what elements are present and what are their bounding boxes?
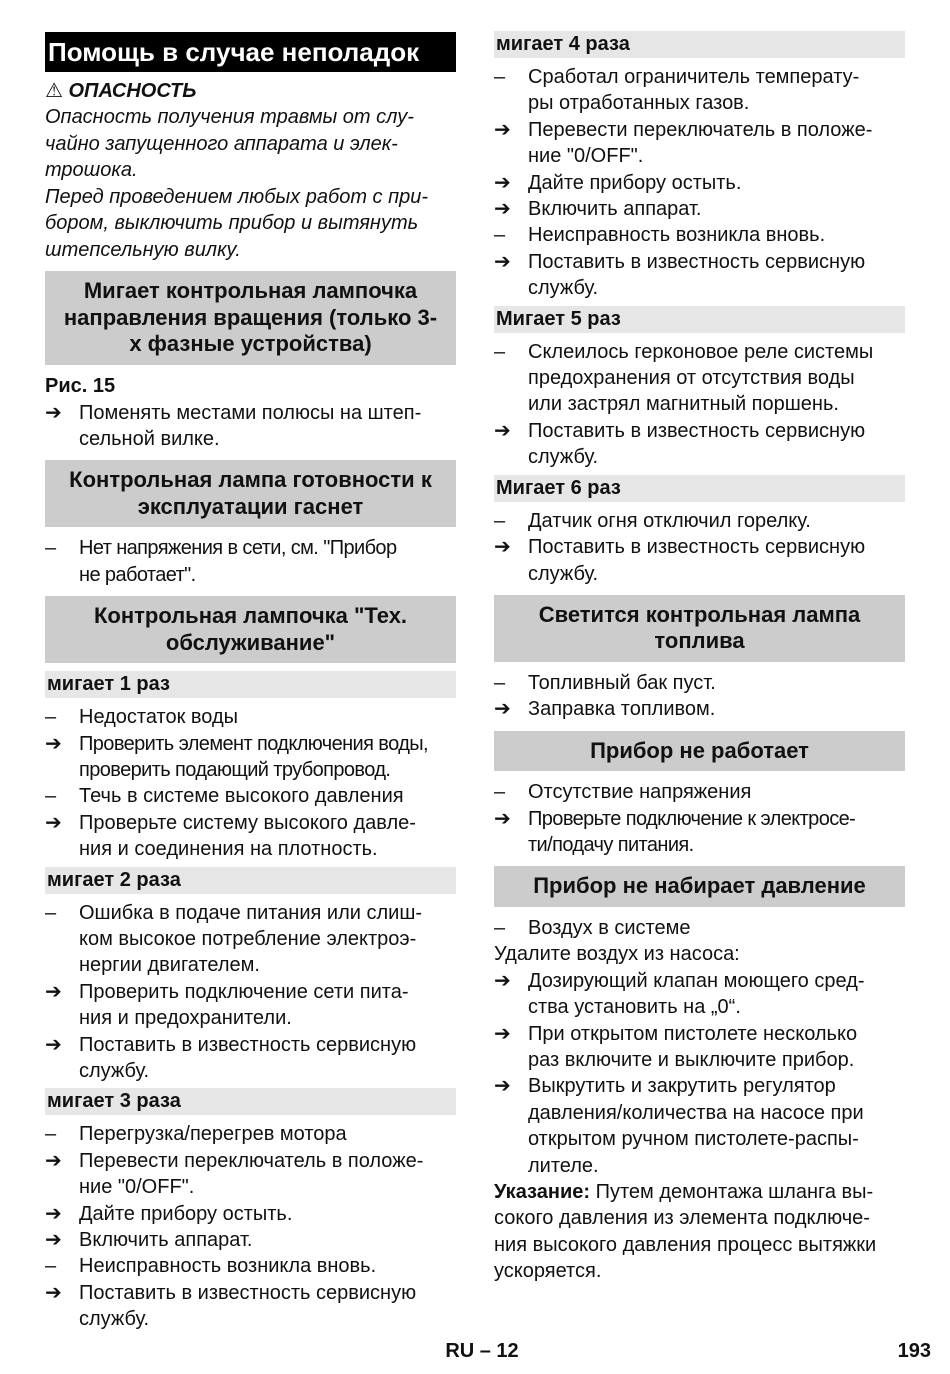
list-item — [494, 696, 905, 722]
list-item-text: Дозирующий клапан моющего сред- ства установить на „0“. — [528, 969, 865, 1019]
fuel-items — [494, 670, 905, 723]
list-item-text: Датчик огня отключил горелку. — [528, 509, 811, 532]
list-item-text: Неисправность возникла вновь. — [528, 224, 826, 247]
dash-marker: – — [494, 509, 506, 532]
page-number: 193 — [897, 1340, 931, 1362]
list-item-text: Включить аппарат. — [79, 1229, 253, 1252]
right-column — [494, 31, 905, 1285]
arrow-right-icon: ➔ — [45, 732, 62, 755]
list-item-text: Поставить в известность сервисную службу. — [528, 536, 866, 585]
subsection-blink-6: Мигает 6 раз — [494, 475, 905, 502]
list-item-text: Течь в системе высокого давления — [79, 785, 404, 808]
note-label: Указание: — [494, 1181, 591, 1203]
arrow-right-icon: ➔ — [494, 1022, 511, 1045]
arrow-right-icon: ➔ — [494, 807, 511, 830]
arrow-right-icon: ➔ — [45, 1229, 62, 1252]
list-item — [494, 915, 905, 941]
rotation-items — [45, 400, 456, 453]
list-item — [45, 900, 456, 979]
figure-reference: Рис. 15 — [45, 374, 116, 397]
list-item-text: Нет напряжения в сети, см. "Прибор не работает". — [79, 537, 397, 586]
list-item-text: Поставить в известность сервисную службу. — [528, 250, 866, 300]
subsection-blink-3: мигает 3 раза — [45, 1088, 456, 1115]
list-item — [45, 1201, 456, 1227]
list-item — [494, 222, 905, 248]
list-item-text: Недостаток воды — [79, 706, 239, 729]
blink3-items — [45, 1121, 456, 1332]
no-pressure-steps — [494, 968, 905, 1179]
list-item — [494, 508, 905, 534]
list-item — [45, 1227, 456, 1253]
list-item-text: Сработал ограничитель температу- ры отработанных газов. — [528, 66, 860, 115]
section-not-working: Прибор не работает — [494, 731, 905, 772]
dash-marker: – — [494, 671, 506, 694]
ready-items — [45, 535, 456, 588]
list-item-text: Поставить в известность сервисную службу. — [79, 1033, 417, 1082]
list-item — [494, 670, 905, 696]
list-item — [494, 170, 905, 196]
dash-marker: – — [45, 537, 57, 560]
list-item — [494, 117, 905, 170]
subsection-blink-1: мигает 1 раз — [45, 671, 456, 698]
list-item — [45, 979, 456, 1032]
danger-heading — [45, 78, 456, 104]
list-item-text: Включить аппарат. — [528, 198, 702, 221]
list-item-text: Перевести переключатель в положе- ние "0/OFF". — [528, 118, 873, 168]
dash-marker: – — [494, 781, 506, 804]
arrow-right-icon: ➔ — [45, 401, 62, 424]
dash-marker: – — [494, 66, 506, 88]
list-item — [494, 534, 905, 587]
list-item — [45, 810, 456, 863]
arrow-right-icon: ➔ — [45, 1033, 62, 1056]
arrow-right-icon: ➔ — [494, 171, 511, 194]
list-item-text: Проверить элемент подключения воды, проверить подающий трубопровод. — [79, 732, 428, 781]
dash-marker: – — [45, 1123, 57, 1146]
list-item-text: Поменять местами полюсы на штеп- сельной вилке. — [79, 401, 422, 450]
note-paragraph — [494, 1179, 905, 1285]
dash-marker: – — [45, 706, 57, 729]
list-item — [494, 806, 905, 859]
list-item — [494, 249, 905, 302]
list-item-text: Проверить подключение сети пита- ния и предохранители. — [79, 980, 409, 1030]
dash-marker: – — [45, 1255, 57, 1278]
list-item — [45, 1121, 456, 1147]
arrow-right-icon: ➔ — [494, 698, 511, 721]
list-item — [45, 400, 456, 453]
danger-text: Опасность получения травмы от слу- чайно запущенного аппарата и элек- трошока. Перед проведением любых работ с при- бором, выключить прибор и вытянуть штепсельную вилку. — [45, 106, 429, 261]
arrow-right-icon: ➔ — [494, 969, 511, 992]
arrow-right-icon: ➔ — [494, 250, 511, 273]
list-item-text: Склеилось герконовое реле системы предохранения от отсутствия воды или застрял магнитный поршень. — [528, 340, 874, 416]
dash-marker: – — [494, 340, 506, 363]
subsection-blink-5: Мигает 5 раз — [494, 306, 905, 333]
list-item-text: Дайте прибору остыть. — [79, 1202, 293, 1225]
list-item-text: Перегрузка/перегрев мотора — [79, 1123, 347, 1146]
arrow-right-icon: ➔ — [494, 419, 511, 442]
warning-icon: ⚠ — [45, 80, 63, 102]
list-item — [494, 196, 905, 222]
list-item-text: Проверьте систему высокого давле- ния и соединения на плотность. — [79, 811, 416, 861]
list-item — [494, 64, 905, 117]
list-item-text: Дайте прибору остыть. — [528, 171, 742, 194]
arrow-right-icon: ➔ — [494, 1075, 511, 1098]
list-item — [45, 1280, 456, 1333]
list-item-text: Заправка топливом. — [528, 698, 716, 721]
arrow-right-icon: ➔ — [45, 1149, 62, 1172]
section-service-lamp: Контрольная лампочка "Тех. обслуживание" — [45, 596, 456, 663]
no-pressure-items — [494, 915, 905, 941]
blink4-items — [494, 64, 905, 302]
list-item — [45, 731, 456, 784]
blink5-items — [494, 339, 905, 471]
footer-label: RU – 12 — [445, 1340, 519, 1362]
not-working-items — [494, 779, 905, 858]
arrow-right-icon: ➔ — [45, 1202, 62, 1225]
list-item-text: Топливный бак пуст. — [528, 671, 716, 694]
dash-marker: – — [45, 901, 57, 924]
list-item-text: Воздух в системе — [528, 916, 691, 939]
section-rotation-lamp: Мигает контрольная лампочка направления вращения (только 3- х фазные устройства) — [45, 271, 456, 365]
list-item — [45, 704, 456, 730]
arrow-right-icon: ➔ — [494, 118, 511, 141]
subsection-blink-4: мигает 4 раза — [494, 31, 905, 58]
page-title: Помощь в случае неполадок — [45, 32, 456, 72]
list-item-text: Поставить в известность сервисную службу. — [79, 1281, 417, 1331]
list-item — [494, 1021, 905, 1074]
section-fuel-lamp: Светится контрольная лампа топлива — [494, 595, 905, 662]
list-item — [45, 783, 456, 809]
list-item — [45, 1148, 456, 1201]
blink6-items — [494, 508, 905, 587]
blink2-items — [45, 900, 456, 1085]
list-item-text: Проверьте подключение к электросе- ти/подачу питания. — [528, 807, 856, 857]
arrow-right-icon: ➔ — [45, 980, 62, 1003]
list-item — [494, 779, 905, 805]
list-item — [494, 418, 905, 471]
dash-marker: – — [494, 224, 506, 247]
list-item — [45, 1032, 456, 1085]
subsection-blink-2: мигает 2 раза — [45, 867, 456, 894]
list-item — [45, 535, 456, 588]
blink1-items — [45, 704, 456, 862]
arrow-right-icon: ➔ — [494, 536, 511, 559]
arrow-right-icon: ➔ — [45, 1281, 62, 1304]
list-item-text: Отсутствие напряжения — [528, 781, 752, 804]
list-item-text: Перевести переключатель в положе- ние "0/OFF". — [79, 1149, 424, 1199]
list-item — [494, 339, 905, 418]
list-item-text: Выкрутить и закрутить регулятор давления/количества на насосе при открытом ручном пистолете-распы- лителе. — [528, 1075, 864, 1177]
section-ready-lamp: Контрольная лампа готовности к эксплуатации гаснет — [45, 460, 456, 527]
list-item-text: Ошибка в подаче питания или слиш- ком высокое потребление электроэ- нергии двигателем. — [79, 901, 423, 977]
left-column — [45, 32, 456, 1333]
list-item-text: Неисправность возникла вновь. — [79, 1255, 377, 1278]
list-item — [494, 1073, 905, 1179]
arrow-right-icon: ➔ — [45, 811, 62, 834]
section-no-pressure: Прибор не набирает давление — [494, 866, 905, 907]
danger-block — [45, 78, 456, 263]
list-item — [45, 1253, 456, 1279]
arrow-right-icon: ➔ — [494, 198, 511, 221]
note-text: Путем демонтажа шланга вы- сокого давления из элемента подключе- ния высокого давления процесс вытяжки ускоряется. — [494, 1181, 877, 1283]
no-pressure-intro: Удалите воздух из насоса: — [494, 943, 740, 966]
danger-label: ОПАСНОСТЬ — [68, 80, 197, 102]
list-item-text: При открытом пистолете несколько раз включите и выключите прибор. — [528, 1022, 858, 1071]
dash-marker: – — [45, 785, 57, 808]
dash-marker: – — [494, 916, 506, 939]
list-item — [494, 968, 905, 1021]
list-item-text: Поставить в известность сервисную службу. — [528, 419, 866, 469]
